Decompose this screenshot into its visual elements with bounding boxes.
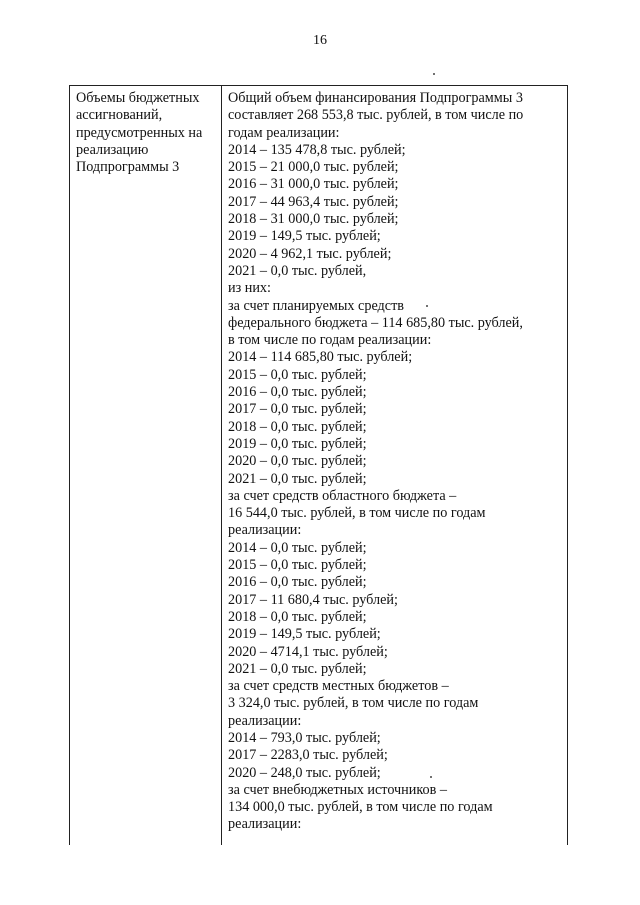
- label-line: реализацию: [76, 141, 149, 158]
- label-line: предусмотренных на: [76, 124, 203, 141]
- content-line: 2014 – 0,0 тыс. рублей;: [228, 539, 367, 556]
- content-line: 2020 – 4 962,1 тыс. рублей;: [228, 245, 392, 262]
- content-line: 2014 – 114 685,80 тыс. рублей;: [228, 349, 413, 366]
- content-line: 2020 – 248,0 тыс. рублей;: [228, 764, 381, 781]
- content-line: за счет внебюджетных источников –: [228, 781, 447, 798]
- content-line: из них:: [228, 280, 271, 297]
- content-line: годам реализации:: [228, 124, 340, 141]
- table-label-cell: [70, 86, 222, 845]
- table-content-cell: [222, 86, 567, 845]
- content-line: 2021 – 0,0 тыс. рублей;: [228, 660, 367, 677]
- content-line: 2018 – 0,0 тыс. рублей;: [228, 608, 367, 625]
- content-line: за счет средств областного бюджета –: [228, 487, 457, 504]
- label-line: ассигнований,: [76, 107, 163, 124]
- content-line: за счет средств местных бюджетов –: [228, 678, 449, 695]
- content-line: 2016 – 0,0 тыс. рублей;: [228, 574, 367, 591]
- content-line: федерального бюджета – 114 685,80 тыс. рублей,: [228, 314, 523, 331]
- content-line: 2019 – 0,0 тыс. рублей;: [228, 435, 367, 452]
- content-line: 2020 – 0,0 тыс. рублей;: [228, 453, 367, 470]
- content-line: в том числе по годам реализации:: [228, 332, 432, 349]
- content-line: 2019 – 149,5 тыс. рублей;: [228, 228, 381, 245]
- label-line: Объемы бюджетных: [76, 90, 200, 106]
- content-line: 2019 – 149,5 тыс. рублей;: [228, 626, 381, 643]
- content-line: 2014 – 793,0 тыс. рублей;: [228, 729, 381, 746]
- page-number: 16: [313, 33, 327, 48]
- content-line: 2021 – 0,0 тыс. рублей;: [228, 470, 367, 487]
- funding-table: [69, 85, 568, 845]
- content-line: 2020 – 4714,1 тыс. рублей;: [228, 643, 388, 660]
- content-line: 2017 – 2283,0 тыс. рублей;: [228, 747, 388, 764]
- content-line: 2015 – 0,0 тыс. рублей;: [228, 557, 367, 574]
- content-line: 2016 – 31 000,0 тыс. рублей;: [228, 176, 399, 193]
- label-line: Подпрограммы 3: [76, 159, 180, 176]
- content-line: 2017 – 11 680,4 тыс. рублей;: [228, 591, 398, 608]
- content-line: 3 324,0 тыс. рублей, в том числе по годам: [228, 695, 479, 712]
- content-line: 2018 – 0,0 тыс. рублей;: [228, 418, 367, 435]
- content-line: 2017 – 44 963,4 тыс. рублей;: [228, 193, 399, 210]
- content-line: составляет 268 553,8 тыс. рублей, в том числе по: [228, 107, 524, 124]
- content-line: 2018 – 31 000,0 тыс. рублей;: [228, 211, 399, 228]
- content-line: реализации:: [228, 712, 302, 729]
- content-line: 2021 – 0,0 тыс. рублей,: [228, 262, 367, 279]
- content-line: за счет планируемых средств: [228, 297, 404, 314]
- content-line: 134 000,0 тыс. рублей, в том числе по годам: [228, 799, 493, 816]
- content-line: 16 544,0 тыс. рублей, в том числе по годам: [228, 505, 486, 522]
- content-line: реализации:: [228, 816, 302, 833]
- content-line: Общий объем финансирования Подпрограммы 3: [228, 90, 523, 106]
- scan-speck: [433, 73, 435, 75]
- content-line: 2015 – 0,0 тыс. рублей;: [228, 366, 367, 383]
- content-line: 2014 – 135 478,8 тыс. рублей;: [228, 141, 406, 158]
- content-line: 2016 – 0,0 тыс. рублей;: [228, 384, 367, 401]
- content-line: 2017 – 0,0 тыс. рублей;: [228, 401, 367, 418]
- content-line: 2015 – 21 000,0 тыс. рублей;: [228, 159, 399, 176]
- content-line: реализации:: [228, 522, 302, 539]
